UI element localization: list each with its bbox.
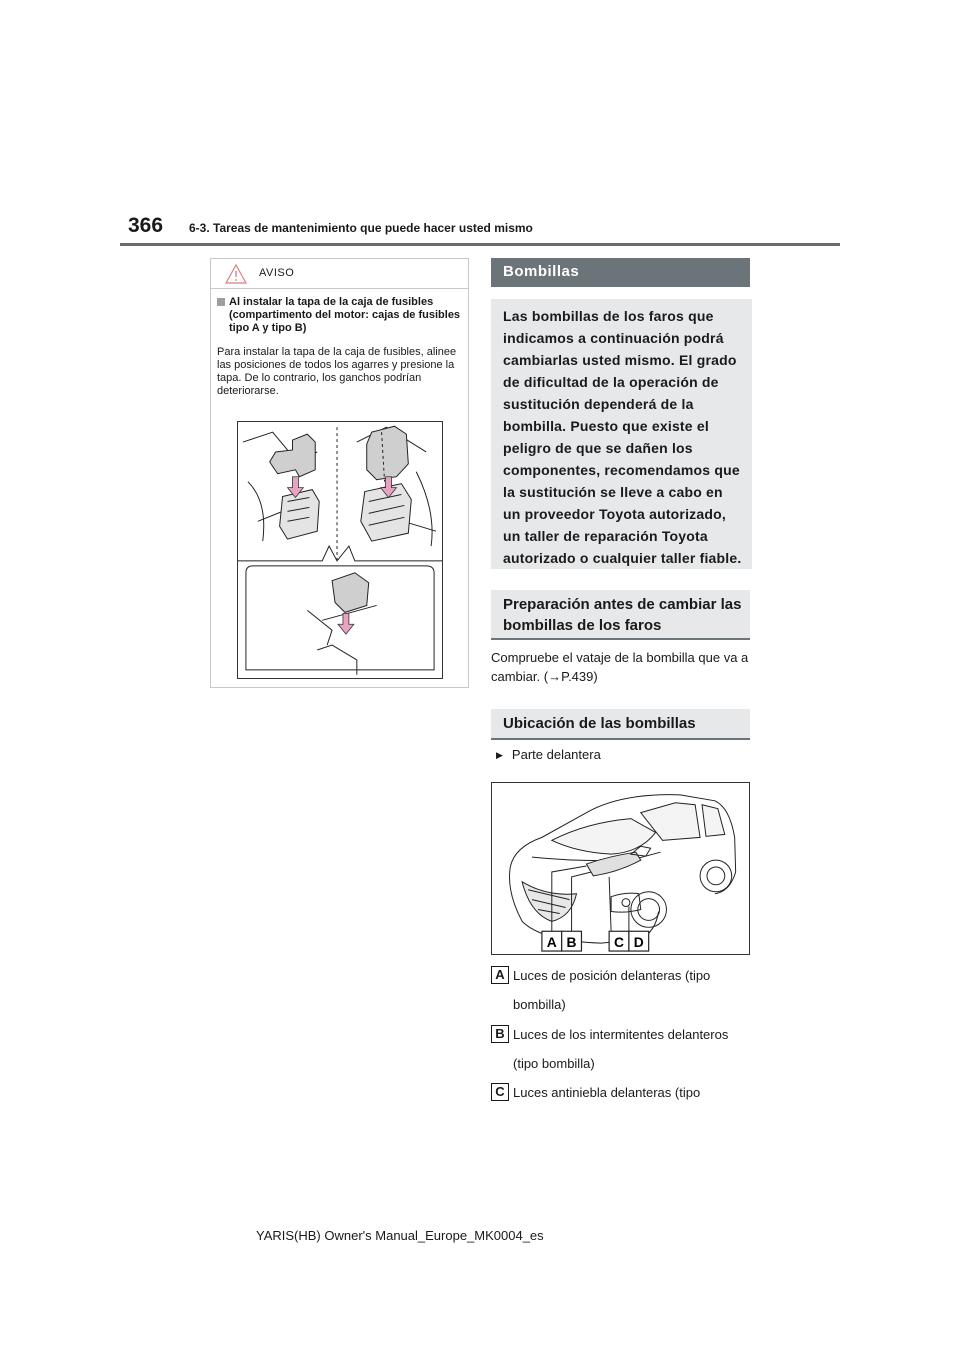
square-bullet-icon [217, 298, 225, 306]
front-section-text: Parte delantera [511, 747, 601, 762]
footer-manual-id: YARIS(HB) Owner's Manual_Europe_MK0004_es [256, 1228, 544, 1243]
header-divider [120, 243, 840, 246]
legend-text-a: Luces de posición delanteras (tipo bombilla) [513, 968, 711, 1012]
legend-key-c: C [491, 1083, 509, 1101]
legend-text-c: Luces antiniebla delanteras (tipo [513, 1085, 701, 1100]
front-section-label [496, 747, 601, 762]
legend-text-b: Luces de los intermitentes delanteros (tipo bombilla) [513, 1027, 729, 1071]
callout-c: C [614, 934, 625, 951]
car-front-illustration [491, 782, 750, 955]
callout-d: D [633, 934, 644, 951]
fuse-box-illustration [237, 421, 443, 679]
ubicacion-heading: Ubicación de las bombillas [503, 715, 696, 732]
preparacion-text: Compruebe el vataje de la bombilla que va a cambiar. (→P.439) [491, 650, 749, 684]
bombillas-intro-text: Las bombillas de los faros que indicamos a continuación podrá cambiarlas usted mismo. El grado de dificultad de la operación de sustitución dependerá de la bombilla. Puesto que existe el peligro de que se dañen los componentes, recomendamos que la sustitución se lleve a cabo en un proveedor Toyota autorizado, un taller de reparación Toyota autorizado o cualquier taller fiable. [503, 308, 742, 566]
bombillas-heading: Bombillas [503, 263, 580, 280]
legend-item-b [491, 1025, 751, 1078]
callout-a: A [546, 934, 557, 951]
legend-item-c [491, 1083, 751, 1103]
warning-label: AVISO [259, 267, 295, 279]
triangle-bullet-icon: ▶ [496, 750, 503, 760]
bombillas-heading-bar [491, 258, 750, 287]
warning-body: Para instalar la tapa de la caja de fusibles, alinee las posiciones de todos los agarres y presione la tapa. De lo contrario, los ganchos podrían deteriorarse. [217, 346, 457, 397]
legend-key-b: B [491, 1025, 509, 1043]
bombillas-intro-box [491, 299, 752, 569]
callout-b: B [566, 934, 577, 951]
ubicacion-heading-bar [491, 709, 750, 740]
legend-key-a: A [491, 966, 509, 984]
legend-item-a [491, 966, 751, 1019]
warning-header [211, 259, 468, 289]
warning-triangle-icon [225, 264, 247, 284]
preparacion-heading-bar [491, 590, 750, 640]
warning-box [210, 258, 469, 688]
warning-title-block [217, 296, 465, 335]
preparacion-heading: Preparación antes de cambiar las bombillas de los faros [503, 596, 742, 634]
page-number: 366 [128, 214, 164, 237]
section-title: 6-3. Tareas de mantenimiento que puede hacer usted mismo [189, 221, 533, 235]
warning-title: Al instalar la tapa de la caja de fusibles (compartimento del motor: cajas de fusibles tipo A y tipo B) [229, 296, 461, 334]
